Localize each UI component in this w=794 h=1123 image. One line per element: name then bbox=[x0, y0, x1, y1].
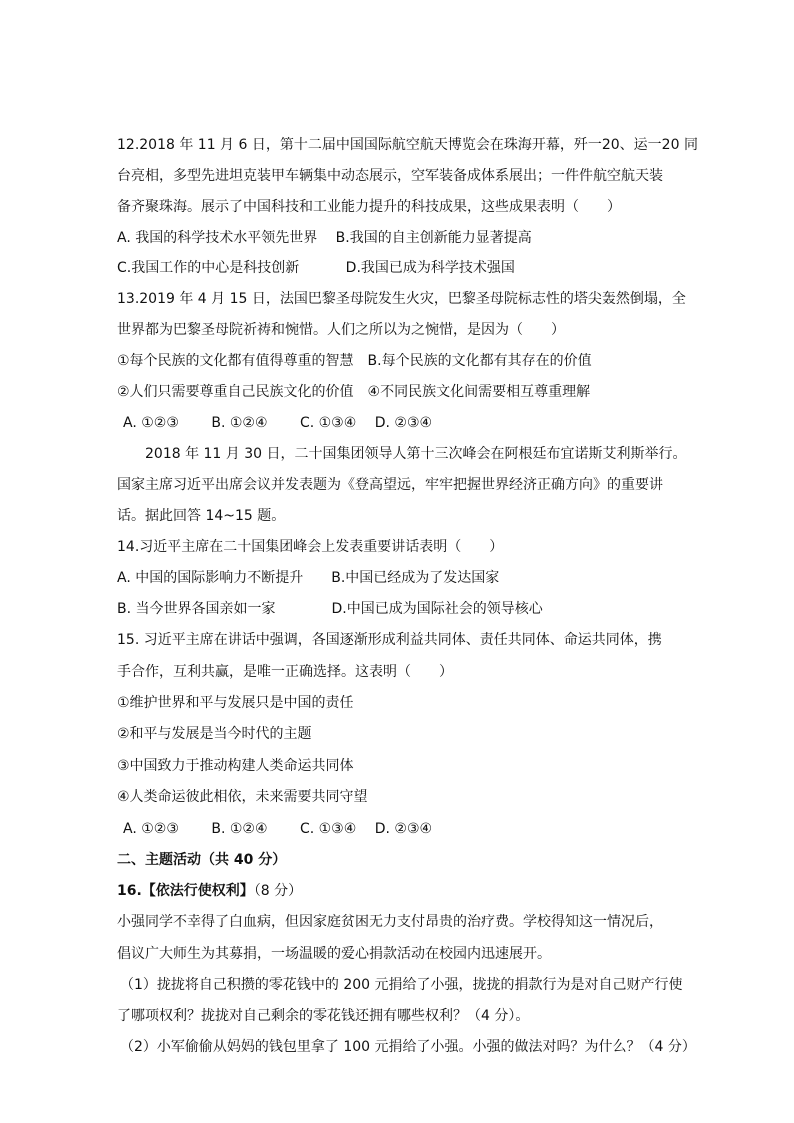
q16-part: （1）拢拢将自己积攒的零花钱中的 200 元捐给了小强，拢拢的捐款行为是对自己财产行使 bbox=[120, 977, 683, 993]
q13-statement: ①每个民族的文化都有值得尊重的智慧 B.每个民族的文化都有其存在的价值 bbox=[117, 353, 592, 369]
q15-statement: ②和平与发展是当今时代的主题 bbox=[117, 726, 312, 742]
section-heading: 二、主题活动（共 40 分） bbox=[117, 852, 287, 868]
q16-line: 倡议广大师生为其募捐，一场温暖的爱心捐款活动在校园内迅速展开。 bbox=[117, 946, 551, 962]
q16-title: 16.【依法行使权利】 bbox=[117, 883, 254, 899]
material-line: 国家主席习近平出席会议并发表题为《登高望远，牢牢把握世界经济正确方向》的重要讲 bbox=[117, 477, 663, 493]
q13-line: 世界都为巴黎圣母院祈祷和惋惜。人们之所以为之惋惜，是因为（ ） bbox=[117, 322, 565, 338]
q16-line: 小强同学不幸得了白血病，但因家庭贫困无力支付昂贵的治疗费。学校得知这一情况后， bbox=[117, 914, 663, 930]
q14-option: A. 中国的国际影响力不断提升 B.中国已经成为了发达国家 bbox=[117, 570, 500, 586]
q12-line: 台亮相，多型先进坦克装甲车辆集中动态展示，空军装备成体系展出；一件件航空航天装 bbox=[117, 168, 663, 184]
q15-line: 15. 习近平主席在讲话中强调，各国逐渐形成利益共同体、责任共同体、命运共同体，携 bbox=[117, 632, 662, 648]
q13-answers: A. ①②③ B. ①②④ C. ①③④ D. ②③④ bbox=[123, 415, 433, 431]
q14-option: B. 当今世界各国亲如一家 D.中国已成为国际社会的领导核心 bbox=[117, 601, 543, 617]
q12-option: A. 我国的科学技术水平领先世界 B.我国的自主创新能力显著提高 bbox=[117, 230, 532, 246]
q15-line: 手合作，互利共赢，是唯一正确选择。这表明（ ） bbox=[117, 664, 453, 680]
q15-statement: ①维护世界和平与发展只是中国的责任 bbox=[117, 695, 354, 711]
q12-line: 备齐聚珠海。展示了中国科技和工业能力提升的科技成果，这些成果表明（ ） bbox=[117, 199, 621, 215]
q13-line: 13.2019 年 4 月 15 日，法国巴黎圣母院发生火灾，巴黎圣母院标志性的塔尖轰然倒塌，全 bbox=[117, 291, 686, 307]
material-line: 2018 年 11 月 30 日，二十国集团领导人第十三次峰会在阿根廷布宜诺斯艾利斯举行。 bbox=[145, 446, 687, 462]
q16-score: （8 分） bbox=[253, 883, 303, 899]
q14-stem: 14.习近平主席在二十国集团峰会上发表重要讲话表明（ ） bbox=[117, 539, 504, 555]
q13-statement: ②人们只需要尊重自己民族文化的价值 ④不同民族文化间需要相互尊重理解 bbox=[117, 384, 591, 400]
q15-statement: ④人类命运彼此相依，未来需要共同守望 bbox=[117, 789, 368, 805]
q12-line: 12.2018 年 11 月 6 日，第十二届中国国际航空航天博览会在珠海开幕，歼一20、运一20 同 bbox=[117, 137, 698, 153]
material-line: 话。据此回答 14~15 题。 bbox=[117, 508, 286, 524]
q12-option: C.我国工作的中心是科技创新 D.我国已成为科学技术强国 bbox=[117, 260, 515, 276]
q15-answers: A. ①②③ B. ①②④ C. ①③④ D. ②③④ bbox=[123, 821, 433, 837]
q16-title-line bbox=[117, 882, 302, 900]
q16-part: （2）小军偷偷从妈妈的钱包里拿了 100 元捐给了小强。小强的做法对吗？为什么？（4 分） bbox=[120, 1039, 696, 1055]
q15-statement: ③中国致力于推动构建人类命运共同体 bbox=[117, 758, 354, 774]
q16-part: 了哪项权利？拢拢对自己剩余的零花钱还拥有哪些权利？（4 分）。 bbox=[117, 1008, 530, 1024]
